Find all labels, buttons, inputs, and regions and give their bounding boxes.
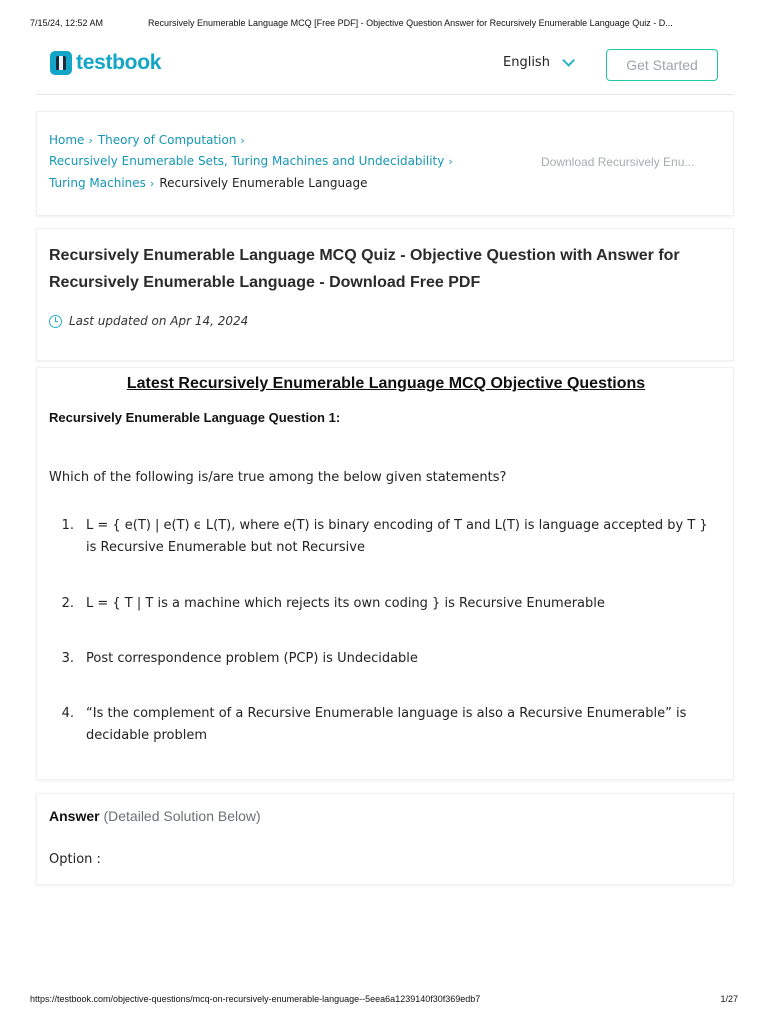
statement-item [49, 703, 709, 747]
answer-heading [49, 808, 261, 824]
statement-text: “Is the complement of a Recursive Enumerable language is also a Recursive Enumerable” is decidable problem [86, 706, 687, 743]
get-started-button[interactable]: Get Started [606, 49, 718, 81]
breadcrumb-re-sets[interactable]: Recursively Enumerable Sets, Turing Machines and Undecidability [49, 154, 445, 168]
print-timestamp: 7/15/24, 12:52 AM [30, 18, 104, 28]
language-label: English [503, 55, 550, 70]
breadcrumb-line-2 [49, 154, 458, 168]
statement-item [49, 593, 709, 615]
section-heading: Latest Recursively Enumerable Language MCQ Objective Questions [126, 375, 646, 392]
statement-number: 3. [61, 651, 74, 666]
chevron-right-icon: › [88, 134, 93, 147]
breadcrumb-home[interactable]: Home [49, 133, 85, 147]
statement-text: L = { e(T) | e(T) ϵ L(T), where e(T) is binary encoding of T and L(T) is language accepted by T } is Recursive Enumerable but not Recursive [86, 518, 708, 555]
page-number: 1/27 [720, 994, 738, 1004]
breadcrumb-line-3 [49, 176, 367, 190]
statement-item [49, 648, 709, 670]
testbook-logo-icon [50, 51, 72, 75]
answer-label: Answer [49, 808, 100, 824]
chevron-right-icon: › [149, 177, 155, 190]
statement-text: L = { T | T is a machine which rejects its own coding } is Recursive Enumerable [86, 596, 605, 611]
question-card [36, 367, 734, 780]
answer-sublabel: (Detailed Solution Below) [103, 808, 261, 824]
statement-item [49, 515, 709, 559]
question-label: Recursively Enumerable Language Question 1: [49, 410, 341, 425]
statement-text: Post correspondence problem (PCP) is Undecidable [86, 651, 418, 666]
breadcrumb-turing-machines[interactable]: Turing Machines [49, 176, 146, 190]
print-page-title: Recursively Enumerable Language MCQ [Free PDF] - Objective Question Answer for Recursively Enumerable Language Quiz - D... [148, 18, 673, 28]
page-title: Recursively Enumerable Language MCQ Quiz - Objective Question with Answer for Recursively Enumerable Language - Download Free PDF [49, 247, 680, 291]
statement-number: 4. [61, 706, 74, 721]
chevron-down-icon [562, 54, 575, 67]
print-header [30, 18, 738, 32]
print-url: https://testbook.com/objective-questions/mcq-on-recursively-enumerable-language--5eea6a1239140f30f369edb7 [30, 994, 481, 1004]
clock-icon [49, 315, 62, 328]
title-card [36, 228, 734, 361]
navbar [36, 40, 734, 95]
last-updated-text: Last updated on Apr 14, 2024 [69, 314, 249, 328]
print-footer [30, 994, 738, 1008]
question-intro: Which of the following is/are true among the below given statements? [49, 470, 507, 485]
chevron-right-icon: › [240, 134, 245, 147]
statement-number: 2. [61, 596, 74, 611]
download-pdf-link[interactable]: Download Recursively Enu... [541, 155, 695, 169]
answer-option: Option : [49, 852, 101, 867]
breadcrumb-current: Recursively Enumerable Language [159, 176, 368, 190]
language-selector[interactable] [503, 55, 571, 70]
chevron-right-icon: › [448, 155, 453, 168]
breadcrumb-theory-of-computation[interactable]: Theory of Computation [97, 133, 237, 147]
testbook-logo[interactable] [50, 51, 161, 75]
answer-card [36, 793, 734, 885]
breadcrumb-line-1 [49, 133, 250, 147]
last-updated [49, 314, 248, 328]
logo-text: testbook [76, 51, 162, 74]
breadcrumb [36, 111, 734, 216]
statement-number: 1. [61, 518, 74, 533]
